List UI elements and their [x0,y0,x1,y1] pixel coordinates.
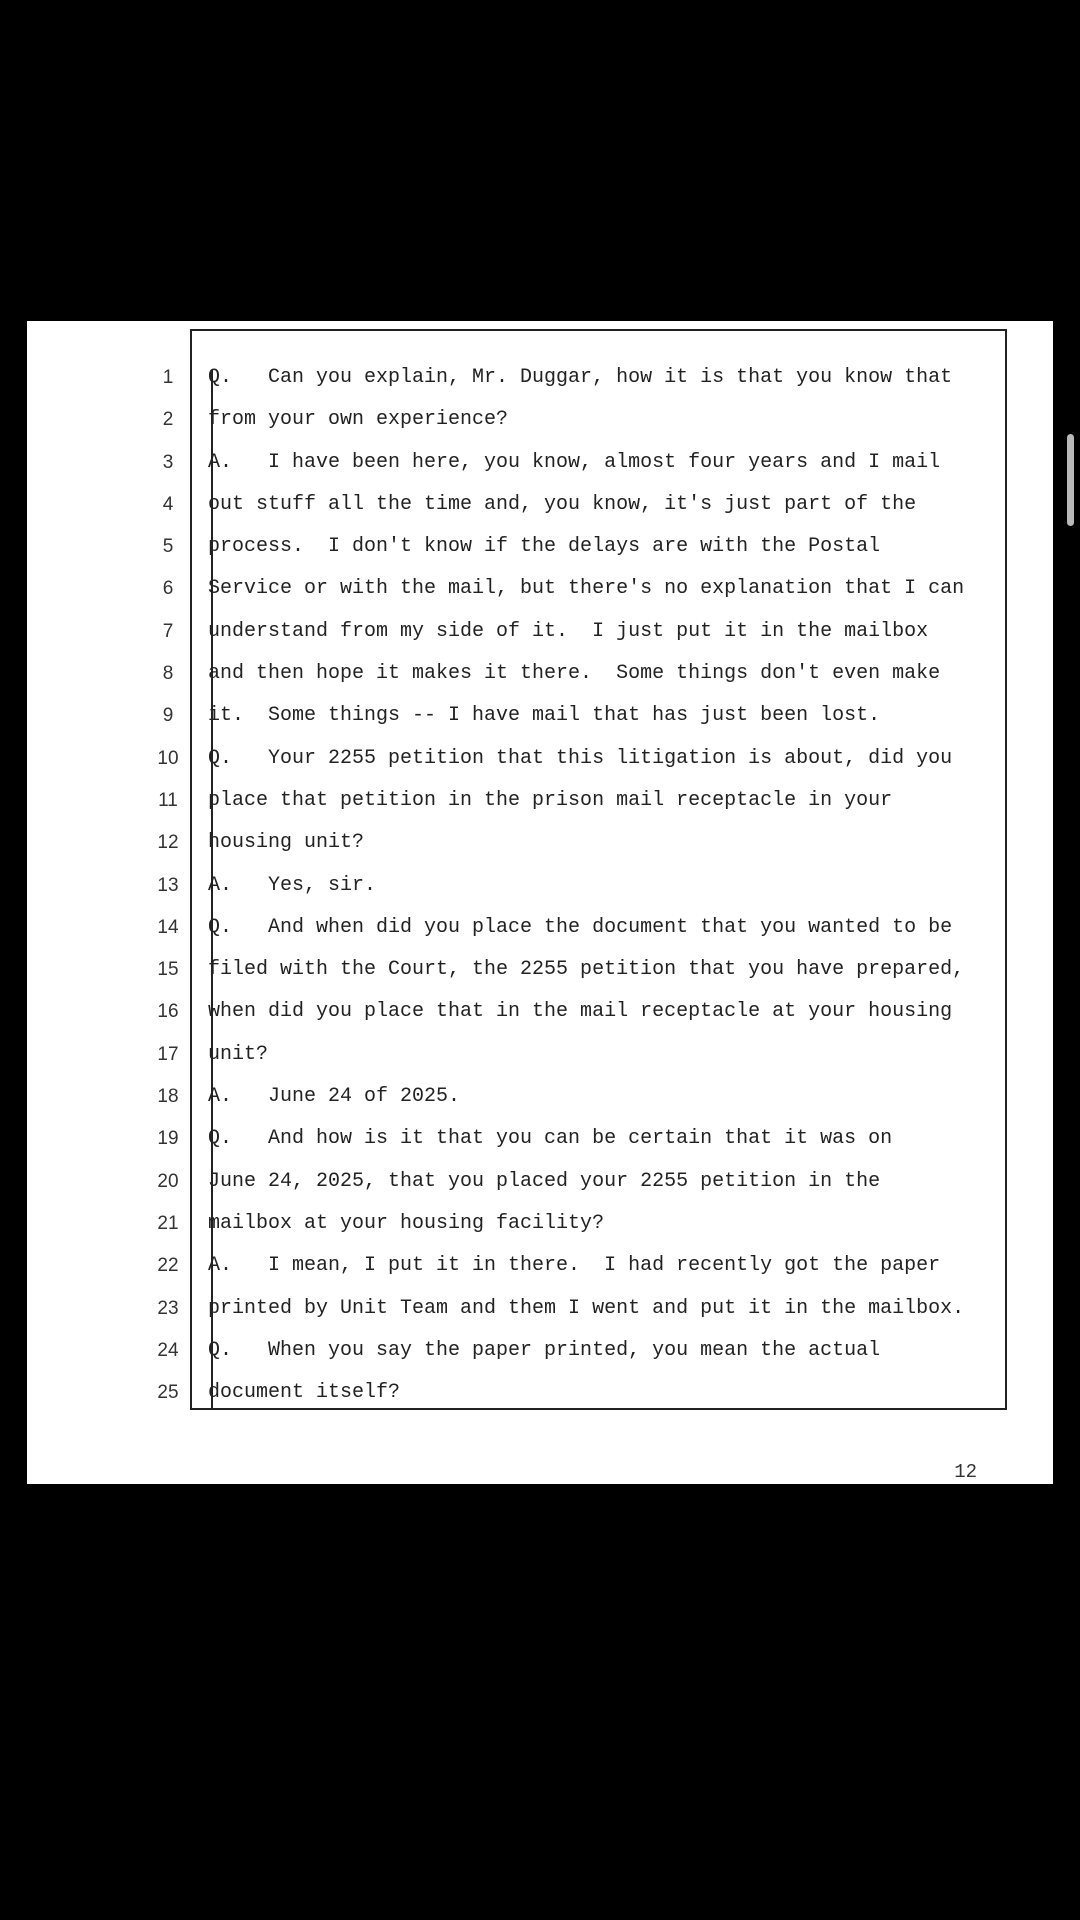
line-text: and then hope it makes it there. Some things don't even make [208,662,941,686]
line-number: 16 [157,1001,179,1023]
line-text: Q. And how is it that you can be certain that it was on [208,1127,893,1151]
transcript-line [27,822,1053,864]
line-text: A. June 24 of 2025. [208,1085,461,1109]
line-text: A. I mean, I put it in there. I had recently got the paper [208,1254,941,1278]
line-number: 15 [157,959,179,981]
transcript-line [27,484,1053,526]
transcript-line [27,1118,1053,1160]
line-number: 13 [157,874,179,896]
transcript-line [27,442,1053,484]
transcript-line [27,991,1053,1033]
line-number: 19 [157,1128,179,1150]
line-number: 4 [162,493,174,515]
line-number: 23 [157,1297,179,1319]
line-text: June 24, 2025, that you placed your 2255 petition in the [208,1169,881,1193]
line-number: 3 [162,451,174,473]
transcript-line [27,653,1053,695]
transcript-line [27,1034,1053,1076]
line-text: document itself? [208,1381,401,1405]
line-number: 22 [157,1255,179,1277]
transcript-line [27,780,1053,822]
line-number: 1 [162,367,174,388]
line-text: out stuff all the time and, you know, it's just part of the [208,492,917,516]
transcript-line [27,1161,1053,1203]
line-text: Q. And when did you place the document that you wanted to be [208,915,953,939]
line-number: 17 [157,1043,179,1065]
line-text: when did you place that in the mail receptacle at your housing [208,1000,953,1024]
transcript-line [27,1245,1053,1287]
transcript-line [27,695,1053,737]
transcript-line [27,1288,1053,1330]
line-text: Service or with the mail, but there's no explanation that I can [208,577,965,601]
line-number: 25 [157,1382,179,1404]
line-text: process. I don't know if the delays are with the Postal [208,535,881,559]
line-number: 12 [157,832,179,854]
line-number: 20 [157,1170,179,1192]
transcript-line [27,399,1053,441]
line-number: 7 [162,620,174,642]
line-text: filed with the Court, the 2255 petition that you have prepared, [208,958,965,982]
scrollbar-thumb[interactable] [1067,434,1074,526]
line-number: 6 [162,578,174,600]
transcript-page [27,321,1053,1484]
line-text: Q. Can you explain, Mr. Duggar, how it is that you know that [208,366,953,389]
transcript-line [27,568,1053,610]
transcript-line [27,907,1053,949]
transcript-lines [27,357,1053,1414]
line-number: 11 [158,789,178,811]
line-text: it. Some things -- I have mail that has just been lost. [208,704,881,728]
line-text: A. Yes, sir. [208,873,377,897]
line-text: Q. Your 2255 petition that this litigation is about, did you [208,746,953,770]
line-number: 5 [162,536,174,558]
line-number: 24 [157,1339,179,1361]
line-number: 9 [162,705,174,727]
line-text: Q. When you say the paper printed, you mean the actual [208,1338,881,1362]
line-text: printed by Unit Team and them I went and put it in the mailbox. [208,1296,965,1320]
line-number: 10 [157,747,179,769]
line-number: 2 [162,409,174,431]
line-number: 18 [157,1086,179,1108]
line-number: 8 [162,663,174,685]
transcript-line [27,949,1053,991]
line-number: 14 [157,916,179,938]
transcript-line [27,865,1053,907]
line-text: from your own experience? [208,408,509,432]
transcript-line [27,357,1053,399]
line-text: A. I have been here, you know, almost four years and I mail [208,450,941,474]
line-text: place that petition in the prison mail receptacle in your [208,788,893,812]
transcript-line [27,526,1053,568]
transcript-line [27,1372,1053,1414]
line-number: 21 [157,1212,179,1234]
transcript-line [27,1330,1053,1372]
transcript-line [27,738,1053,780]
line-text: mailbox at your housing facility? [208,1211,605,1235]
transcript-line [27,1076,1053,1118]
page-number: 12 [954,1461,977,1483]
line-text: housing unit? [208,831,365,855]
transcript-line [27,611,1053,653]
line-text: unit? [208,1042,269,1066]
line-text: understand from my side of it. I just put it in the mailbox [208,619,929,643]
transcript-line [27,1203,1053,1245]
